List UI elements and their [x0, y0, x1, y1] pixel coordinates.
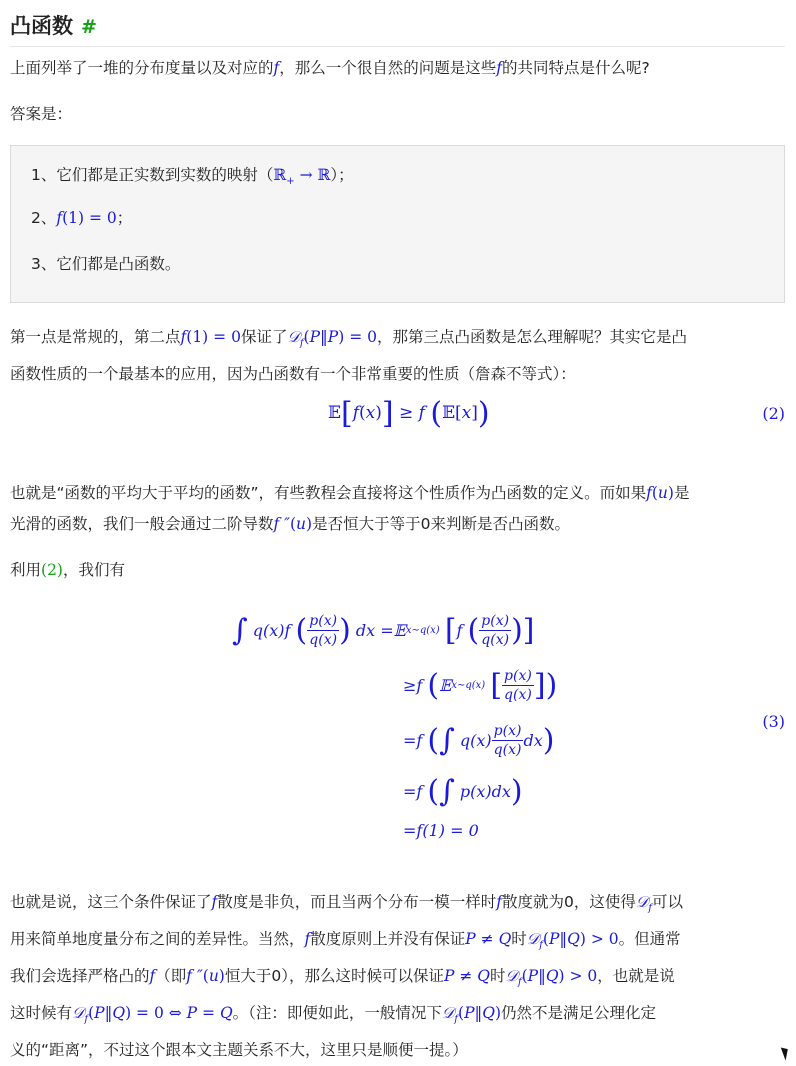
answer-label: 答案是：: [10, 105, 73, 123]
derivation-line-3: = f ( ∫ q ( x ) $\frac{p(x)}{q(x)}$ dx ): [403, 722, 555, 758]
answer-box: [10, 145, 785, 303]
anchor-link[interactable]: #: [81, 16, 97, 38]
intro-paragraph: 上面列举了一堆的分布度量以及对应的f，那么一个很自然的问题是这些f的共同特点是什么呢?: [10, 59, 650, 77]
explanation-paragraph: 第一点是常规的，第二点f(1) = 0保证了𝒟$_f$(P‖P) = 0，那第三点凸函数是怎么理解呢？其实它是凸 函数性质的一个最基本的应用，因为凸函数有一个非常重要的性质（詹森不等式）：: [10, 328, 687, 384]
answer-item-2: 2、f(1) = 0；: [31, 209, 133, 227]
derivation-line-2: ≥ f ( 𝔼 x∼q(x) [ $\frac{p(x)}{q(x)}$ ] ): [403, 667, 558, 703]
convexity-paragraph: 也就是“函数的平均大于平均的函数”，有些教程会直接将这个性质作为凸函数的定义。而如果f(u)是 光滑的函数，我们一般会通过二阶导数f ″(u)是否恒大于等于0来判断是否凸函数。: [10, 484, 690, 533]
using-eq2-paragraph: 利用(2)，我们有: [10, 561, 125, 579]
section-heading: [10, 10, 785, 47]
equation-ref-2[interactable]: (2): [41, 561, 63, 579]
answer-item-3: 3、它们都是凸函数。: [31, 255, 181, 273]
derivation-line-5: = f (1) = 0: [403, 820, 479, 840]
conclusion-paragraph: 也就是说，这三个条件保证了f散度是非负，而且当两个分布一模一样时f散度就为0，这使得𝒟$_f$可以 用来简单地度量分布之间的差异性。当然，f散度原则上并没有保证P ≠ Q时𝒟$_f$(P‖Q) > 0。但通常 我们会选择严格凸的f（即f ″(u)恒大于0），那么这时候可以保证P ≠ Q时𝒟$_f$(P‖Q) > 0，也就是说 这时候有𝒟$_f$(P‖Q) = 0 ⇔ P = Q。（注：即便如此，一般情况下𝒟$_f$(P‖Q)仍然不是满足公理化定 义的“距离”，不过这个跟本文主题关系不大，这里只是顺便一提。）: [10, 893, 683, 1060]
derivation-line-1: ∫ q ( x ) f ( $\frac{p(x)}{q(x)}$ ) dx = 𝔼 x∼q(x) [ f ( $\frac{p(x)}{q(x)}$ ) ]: [232, 612, 535, 648]
jensen-inequality: 𝔼[f(x)] ≥ f (𝔼[x]): [328, 396, 490, 431]
section-title: 凸函数: [10, 14, 73, 38]
equation-number-3: (3): [762, 712, 785, 731]
equation-number-2: (2): [762, 404, 785, 423]
answer-item-1: 1、它们都是正实数到实数的映射（ℝ$_+$ → ℝ）；: [31, 166, 354, 188]
derivation-line-4: = f ( ∫ p ( x ) dx ): [403, 773, 523, 809]
